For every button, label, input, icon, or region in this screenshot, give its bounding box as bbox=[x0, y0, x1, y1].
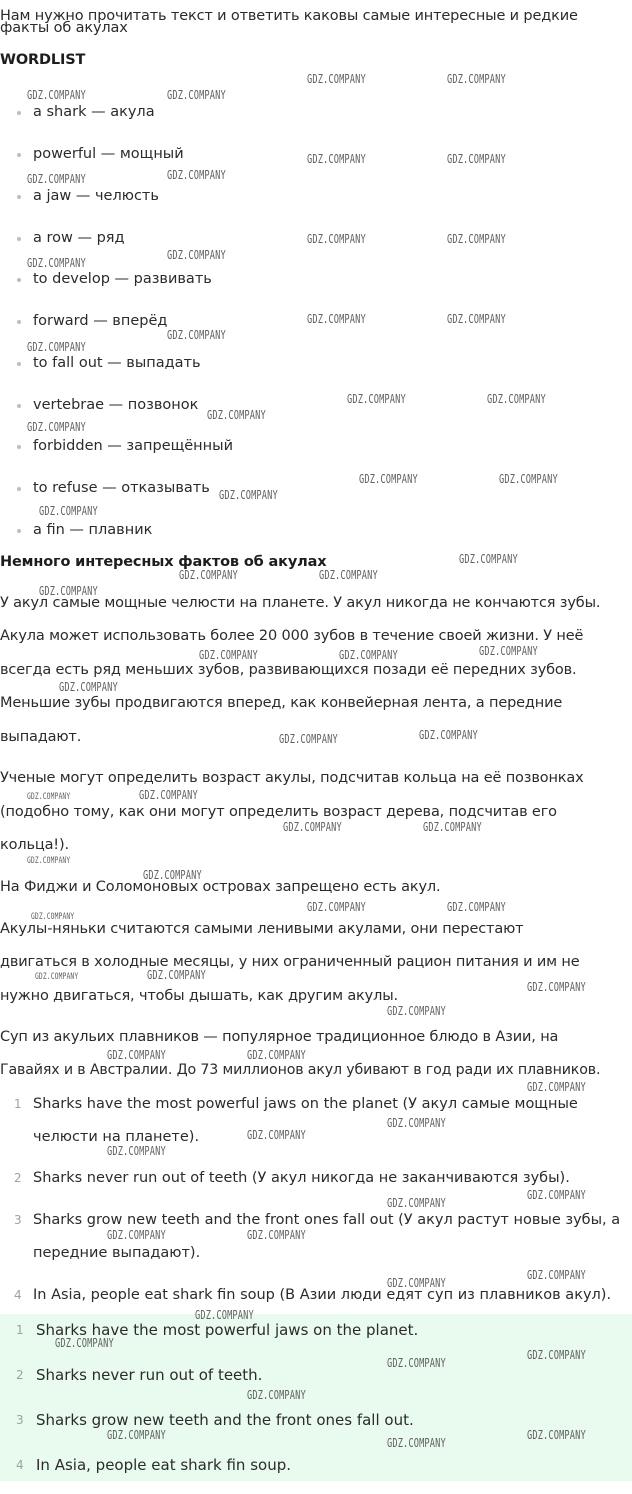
answer-item: 1 Sharks have the most powerful jaws on the planet. bbox=[16, 1321, 419, 1339]
wordlist-item: a fin — плавник bbox=[0, 518, 630, 542]
watermark: GDZ.COMPANY bbox=[499, 472, 558, 486]
bullet-dot-icon bbox=[17, 195, 21, 199]
watermark: GDZ.COMPANY bbox=[27, 420, 86, 434]
answer-item: 4 In Asia, people eat shark fin soup. bbox=[16, 1456, 291, 1474]
wordlist-item: forward — вперёд bbox=[0, 309, 630, 333]
facts-heading: Немного интересных фактов об акулах bbox=[0, 554, 327, 570]
watermark: GDZ.COMPANY bbox=[527, 1428, 586, 1442]
facts-paragraph: выпадают. bbox=[0, 729, 82, 745]
wordlist-item: a jaw — челюсть bbox=[0, 184, 630, 208]
facts-paragraph: (подобно тому, как они могут определить возраст дерева, подсчитав его bbox=[0, 804, 557, 820]
watermark: GDZ.COMPANY bbox=[195, 1308, 254, 1322]
watermark: GDZ.COMPANY bbox=[167, 328, 226, 342]
watermark: GDZ.COMPANY bbox=[319, 568, 378, 582]
watermark: GDZ.COMPANY bbox=[459, 552, 518, 566]
watermark: GDZ.COMPANY bbox=[247, 1228, 306, 1242]
facts-paragraph: кольца!). bbox=[0, 837, 69, 853]
bullet-dot-icon bbox=[17, 153, 21, 157]
bullet-dot-icon bbox=[17, 445, 21, 449]
question-text-cut bbox=[0, 20, 630, 45]
watermark: GDZ.COMPANY bbox=[27, 856, 71, 866]
wordlist-item: powerful — мощный bbox=[0, 142, 630, 166]
watermark: GDZ.COMPANY bbox=[419, 728, 478, 742]
bullet-dot-icon bbox=[17, 529, 21, 533]
watermark: GDZ.COMPANY bbox=[59, 680, 118, 694]
facts-paragraph: Меньшие зубы продвигаются вперед, как конвейерная лента, а передние bbox=[0, 695, 563, 711]
watermark: GDZ.COMPANY bbox=[139, 788, 198, 802]
watermark: GDZ.COMPANY bbox=[359, 472, 418, 486]
facts-paragraph: Гавайях и в Австралии. До 73 миллионов акул убивают в год ради их плавников. bbox=[0, 1062, 601, 1078]
facts-paragraph: Акула может использовать более 20 000 зубов в течение своей жизни. У неё bbox=[0, 628, 584, 644]
watermark: GDZ.COMPANY bbox=[247, 1388, 306, 1402]
watermark: GDZ.COMPANY bbox=[447, 152, 506, 166]
watermark: GDZ.COMPANY bbox=[167, 248, 226, 262]
watermark: GDZ.COMPANY bbox=[207, 408, 266, 422]
wordlist-item: vertebrae — позвонок bbox=[0, 393, 630, 417]
watermark: GDZ.COMPANY bbox=[219, 488, 278, 502]
wordlist-item: to fall out — выпадать bbox=[0, 351, 630, 375]
watermark: GDZ.COMPANY bbox=[27, 172, 86, 186]
facts-paragraph: всегда есть ряд меньших зубов, развивающихся позади её передних зубов. bbox=[0, 662, 577, 678]
watermark: GDZ.COMPANY bbox=[247, 1048, 306, 1062]
facts-paragraph: Суп из акульих плавников — популярное традиционное блюдо в Азии, на bbox=[0, 1029, 559, 1045]
facts-paragraph: На Фиджи и Соломоновых островах запрещено есть акул. bbox=[0, 879, 441, 895]
bullet-dot-icon bbox=[17, 278, 21, 282]
facts-paragraph: двигаться в холодные месяцы, у них ограниченный рацион питания и им не bbox=[0, 954, 580, 970]
watermark: GDZ.COMPANY bbox=[447, 900, 506, 914]
watermark: GDZ.COMPANY bbox=[527, 980, 586, 994]
watermark: GDZ.COMPANY bbox=[307, 152, 366, 166]
watermark: GDZ.COMPANY bbox=[147, 968, 206, 982]
facts-paragraph: Ученые могут определить возраст акулы, подсчитав кольца на её позвонках bbox=[0, 770, 584, 786]
question-text: Нам нужно прочитать текст и ответить каковы самые интересные и редкие bbox=[0, 8, 578, 24]
watermark: GDZ.COMPANY bbox=[39, 584, 98, 598]
watermark: GDZ.COMPANY bbox=[447, 232, 506, 246]
watermark: GDZ.COMPANY bbox=[107, 1048, 166, 1062]
watermark: GDZ.COMPANY bbox=[447, 72, 506, 86]
watermark: GDZ.COMPANY bbox=[167, 88, 226, 102]
watermark: GDZ.COMPANY bbox=[307, 72, 366, 86]
bullet-dot-icon bbox=[17, 237, 21, 241]
watermark: GDZ.COMPANY bbox=[347, 392, 406, 406]
watermark: GDZ.COMPANY bbox=[27, 256, 86, 270]
watermark: GDZ.COMPANY bbox=[487, 392, 546, 406]
facts-paragraph: У акул самые мощные челюсти на планете. У акул никогда не кончаются зубы. bbox=[0, 595, 601, 611]
watermark: GDZ.COMPANY bbox=[279, 732, 338, 746]
bullet-dot-icon bbox=[17, 111, 21, 115]
wordlist-heading: WORDLIST bbox=[0, 52, 86, 68]
watermark: GDZ.COMPANY bbox=[527, 1188, 586, 1202]
watermark: GDZ.COMPANY bbox=[527, 1268, 586, 1282]
watermark: GDZ.COMPANY bbox=[447, 312, 506, 326]
question-text-cut-line: факты об акулах bbox=[0, 20, 128, 36]
watermark: GDZ.COMPANY bbox=[387, 1356, 446, 1370]
watermark: GDZ.COMPANY bbox=[527, 1348, 586, 1362]
watermark: GDZ.COMPANY bbox=[27, 88, 86, 102]
watermark: GDZ.COMPANY bbox=[423, 820, 482, 834]
watermark: GDZ.COMPANY bbox=[387, 1116, 446, 1130]
watermark: GDZ.COMPANY bbox=[387, 1196, 446, 1210]
watermark: GDZ.COMPANY bbox=[143, 868, 202, 882]
watermark: GDZ.COMPANY bbox=[387, 1276, 446, 1290]
watermark: GDZ.COMPANY bbox=[283, 820, 342, 834]
answer-item: 3 Sharks grow new teeth and the front ones fall out. bbox=[16, 1411, 414, 1429]
watermark: GDZ.COMPANY bbox=[107, 1228, 166, 1242]
watermark: GDZ.COMPANY bbox=[339, 648, 398, 662]
wordlist-item: forbidden — запрещённый bbox=[0, 434, 630, 458]
watermark: GDZ.COMPANY bbox=[167, 168, 226, 182]
watermark: GDZ.COMPANY bbox=[35, 972, 79, 982]
watermark: GDZ.COMPANY bbox=[107, 1428, 166, 1442]
bullet-dot-icon bbox=[17, 404, 21, 408]
bullet-dot-icon bbox=[17, 362, 21, 366]
wordlist-item: to develop — развивать bbox=[0, 267, 630, 291]
wordlist-item: a row — ряд bbox=[0, 226, 630, 250]
watermark: GDZ.COMPANY bbox=[55, 1336, 114, 1350]
watermark: GDZ.COMPANY bbox=[179, 568, 238, 582]
watermark: GDZ.COMPANY bbox=[387, 1436, 446, 1450]
bullet-dot-icon bbox=[17, 487, 21, 491]
watermark: GDZ.COMPANY bbox=[387, 1004, 446, 1018]
watermark: GDZ.COMPANY bbox=[479, 644, 538, 658]
wordlist-item: a shark — акула bbox=[0, 100, 630, 124]
bullet-dot-icon bbox=[17, 320, 21, 324]
watermark: GDZ.COMPANY bbox=[307, 232, 366, 246]
watermark: GDZ.COMPANY bbox=[27, 340, 86, 354]
wordlist-item: to refuse — отказывать bbox=[0, 476, 630, 500]
facts-paragraph: нужно двигаться, чтобы дышать, как другим акулы. bbox=[0, 988, 398, 1004]
watermark: GDZ.COMPANY bbox=[107, 1144, 166, 1158]
answer-item: 2 Sharks never run out of teeth. bbox=[16, 1366, 263, 1384]
watermark: GDZ.COMPANY bbox=[527, 1080, 586, 1094]
watermark: GDZ.COMPANY bbox=[307, 900, 366, 914]
watermark: GDZ.COMPANY bbox=[39, 504, 98, 518]
watermark: GDZ.COMPANY bbox=[27, 792, 71, 802]
watermark: GDZ.COMPANY bbox=[307, 312, 366, 326]
watermark: GDZ.COMPANY bbox=[31, 912, 75, 922]
watermark: GDZ.COMPANY bbox=[247, 1128, 306, 1142]
facts-paragraph: Акулы-няньки считаются самыми ленивыми акулами, они перестают bbox=[0, 921, 524, 937]
watermark: GDZ.COMPANY bbox=[199, 648, 258, 662]
